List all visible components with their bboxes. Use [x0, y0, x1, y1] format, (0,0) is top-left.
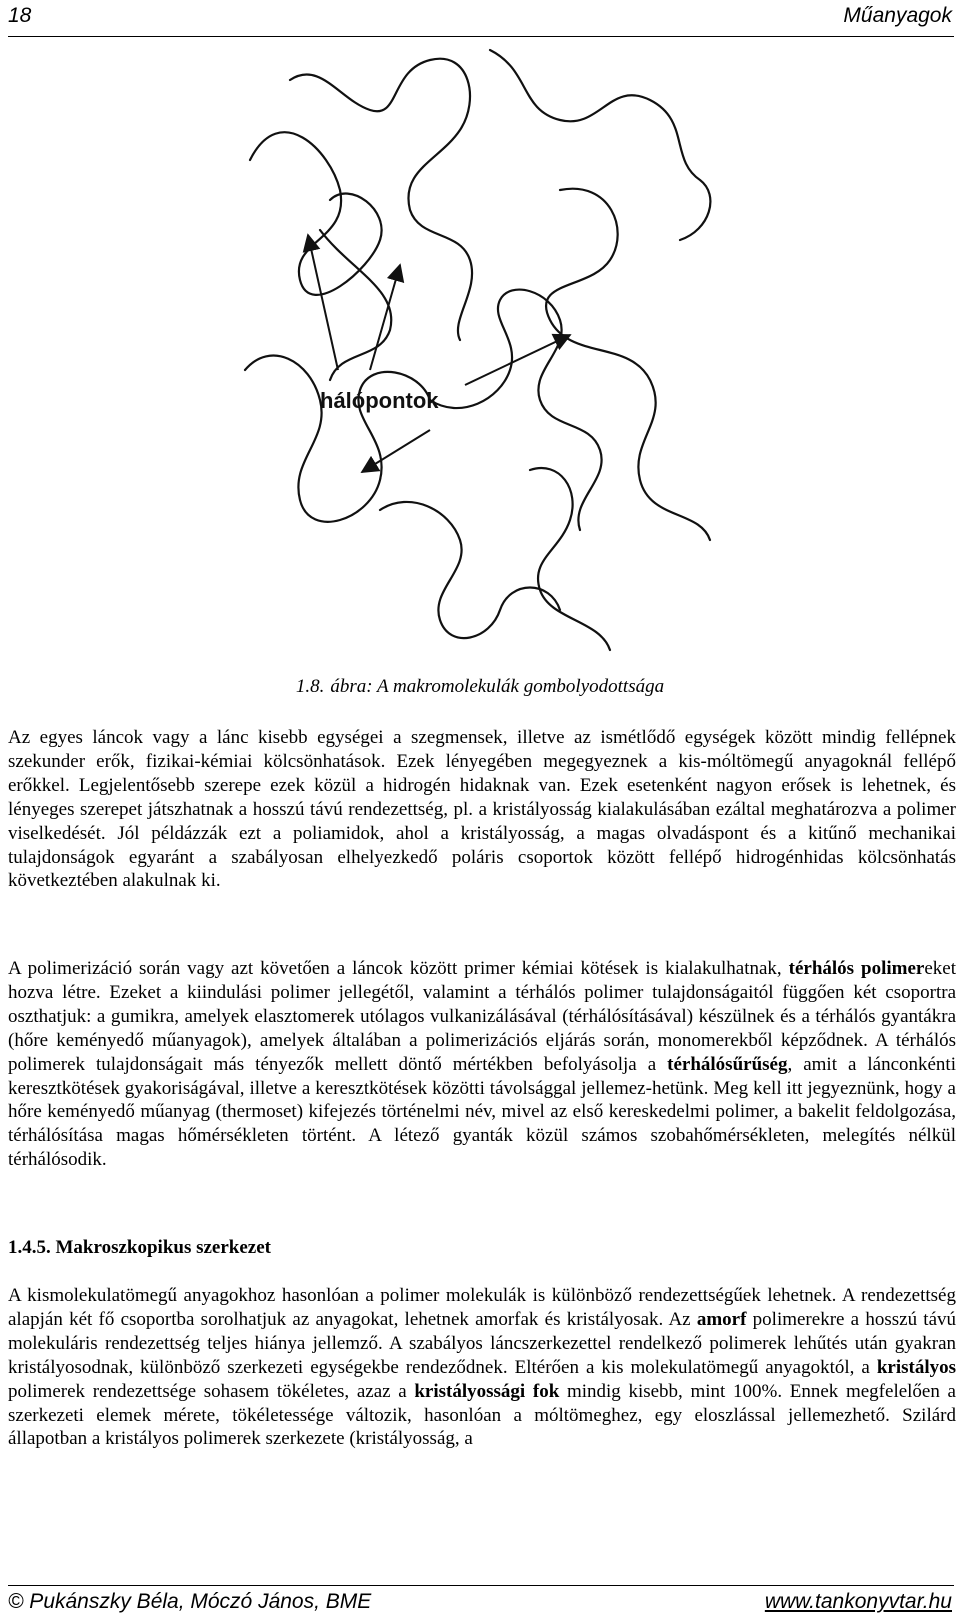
term-crosslink-density: térhálósűrűség: [667, 1053, 788, 1075]
polymer-chain: [290, 59, 472, 340]
polymer-chain: [245, 356, 430, 522]
figure-caption: [0, 676, 960, 698]
polymer-chain: [380, 502, 560, 638]
macromolecule-network-figure: [230, 40, 730, 660]
polymer-chain: [490, 50, 710, 240]
figure-label: hálópontok: [320, 388, 439, 413]
pointer-arrow: [308, 235, 338, 370]
polymer-chain: [546, 189, 710, 540]
polymer-chain: [430, 290, 602, 530]
paragraph-crosslinked-polymers: A polimerizáció során vagy azt követően a láncok között primer kémiai kötések is kialakulhatnak, térhálós polimereket hozva létre. Ezeket a kiindulási polimer jellegétől, valamint a térhálós polimer tulajdonságaitól függően két csoportra oszthatjuk: a gumikra, amelyek elasztomerek utólagos vulkanizálásával (térhálósításával) készülnek és a térhálós gyantákra (hőre keményedő műanyagok), amelyek általában a polimerizációs eljárás során, monomerekből képződnek. A térhálós polimerek tulajdonságait más tényezők mellett döntő mértékben befolyásolja a térhálósűrűség, amit a lánconkénti keresztkötések gyakoriságával, illetve a keresztkötések közötti távolsággal jellemez-hetünk. Meg kell itt jegyeznünk, hogy a hőre keményedő műanyag (thermoset) kifejezés történelmi név, mivel az első kereskedelmi polimer, a bakelit feldolgozása, térhálósítása magas hőmérsékleten történt. A létező gyanták közül számos szobahőmérsékleten, melegítés nélkül térhálósodik.: [8, 958, 956, 1171]
paragraph-secondary-forces: Az egyes láncok vagy a lánc kisebb egységei a szegmensek, illetve az ismétlődő egységek között mindig fellépnek szekunder erők, fizikai-kémiai kölcsönhatások. Ezek lényegében megegyeznek a kis-móltömegű anyagoknál fellépő erőkkel. Legjelentősebb szerepe ezek közül a hidrogén hidaknak van. Ezek esetenként nagyon erősek is lehetnek, és lényeges szerepet játszhatnak a hosszú távú rendezettség, pl. a kristályosság kialakulásában ezáltal meghatározva a polimer viselkedését. Jól példázzák ezt a poliamidok, ahol a kristályosság, a magas olvadáspont és a kitűnő mechanikai tulajdonságok egyaránt a szabályosan elhelyezkedő poláris csoportok között fellépő hidrogénhidas kölcsönhatás következtében alakulnak ki.: [8, 727, 956, 892]
term-amorphous: amorf: [696, 1308, 747, 1330]
pointer-arrow: [465, 335, 570, 385]
pointer-arrow: [370, 265, 400, 370]
term-crystallinity-degree: kristályossági fok: [414, 1380, 560, 1402]
running-title: Műanyagok: [843, 4, 952, 27]
footer-link[interactable]: www.tankonyvtar.hu: [764, 1590, 952, 1613]
caption-text: ábra: A makromolekulák gombolyodottsága: [330, 676, 665, 697]
section-heading: 1.4.5. Makroszkopikus szerkezet: [8, 1237, 271, 1258]
page-header: [8, 2, 954, 37]
page-footer: [8, 1585, 954, 1616]
polymer-chain: [320, 230, 391, 380]
polymer-chain-drawing: [230, 40, 730, 660]
footer-authors: © Pukánszky Béla, Móczó János, BME: [8, 1590, 372, 1613]
page-number: 18: [8, 4, 32, 27]
paragraph-macroscopic-structure: A kismolekulatömegű anyagokhoz hasonlóan a polimer molekulák is különböző rendezettségűek lehetnek. A rendezettség alapján két fő csoportba sorolhatjuk az anyagokat, lehetnek amorfak és kristályosak. Az amorf polimerekre a hosszú távú molekuláris rendezettség teljes hiánya jellemző. A szabályos láncszerkezettel rendelkező polimerek lehűtés után gyakran kristályosodnak, különböző szerkezeti egységekbe rendeződnek. Eltérően a kis molekulatömegű anyagoktól, a kristályos polimerek rendezettsége sohasem tökéletes, azaz a kristályossági fok mindig kisebb, mint 100%. Ennek megfelelően a szerkezeti elemek mérete, tökéletessége változik, hasonlóan a móltömeghez, egy eloszlással jellemezhető. Szilárd állapotban a kristályos polimerek szerkezete (kristályosság, a: [8, 1285, 957, 1450]
polymer-chain: [530, 468, 610, 650]
caption-number: 1.8.: [295, 676, 325, 697]
term-crystalline: kristályos: [876, 1356, 956, 1378]
term-crosslinked-polymer: térhálós polimer: [788, 958, 925, 979]
